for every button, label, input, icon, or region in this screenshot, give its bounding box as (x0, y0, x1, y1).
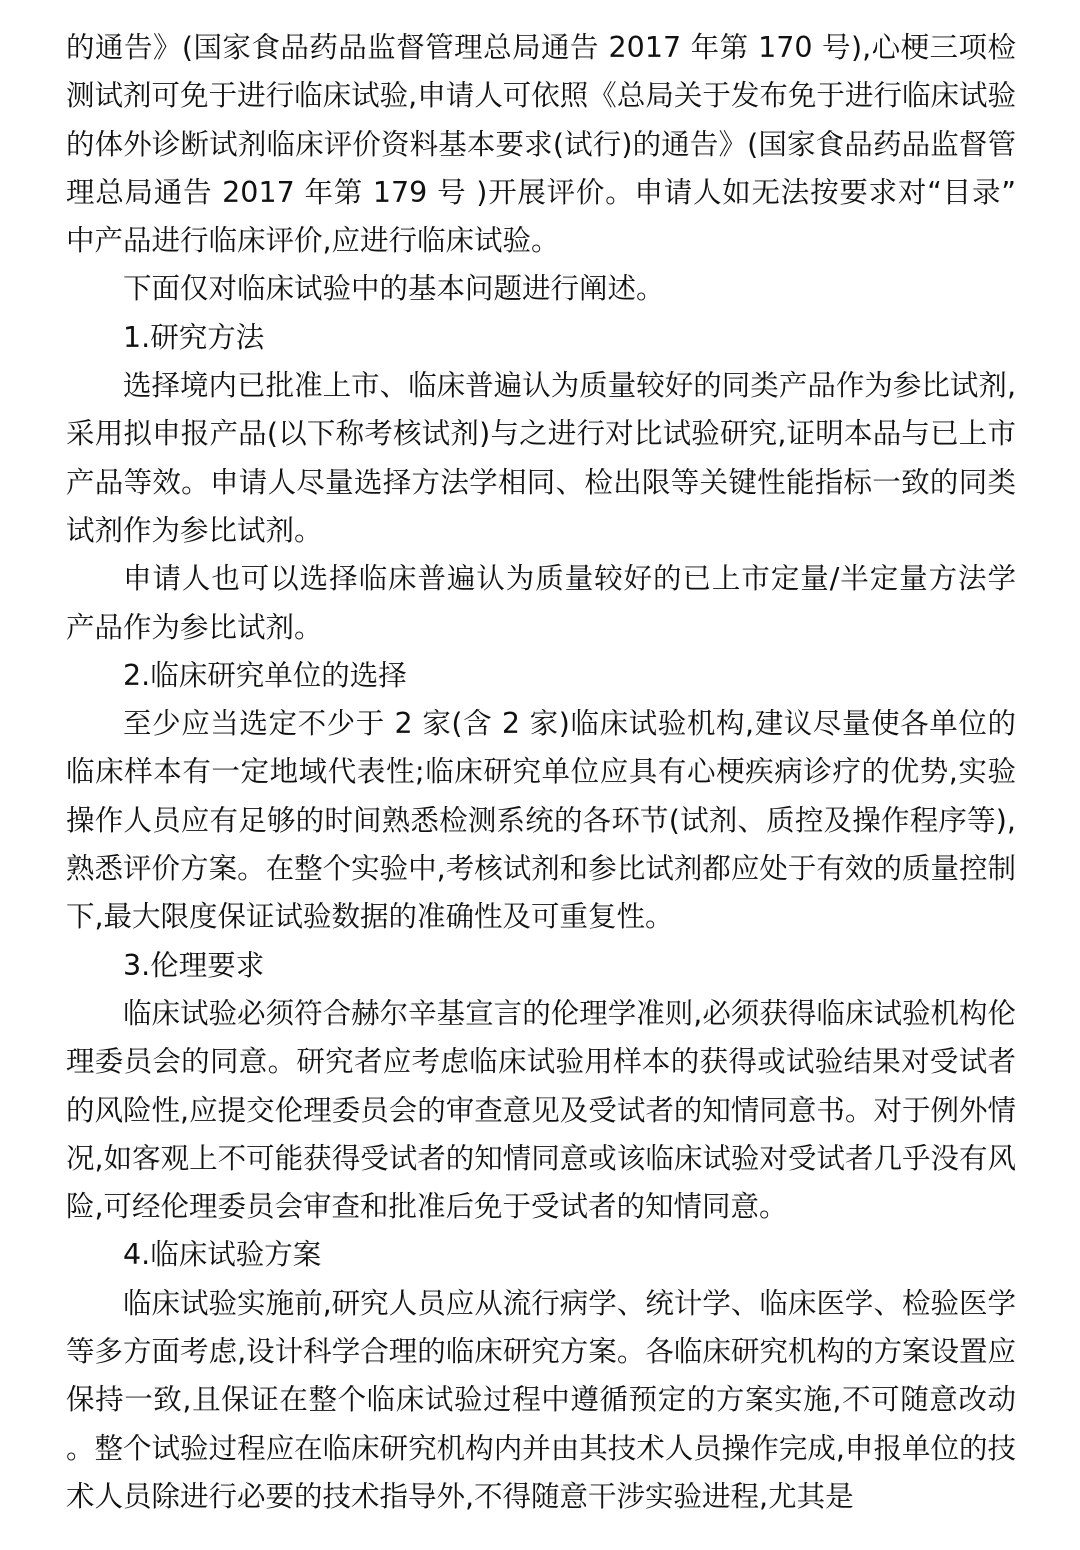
heading-clinical-sites: 2.临床研究单位的选择 (123, 658, 407, 692)
document-page (66, 0, 1016, 1550)
paragraph-clinical-sites: 至少应当选定不少于 2 家(含 2 家)临床试验机构,建议尽量使各单位的临床样本有一定地域代表性;临床研究单位应具有心梗疾病诊疗的优势,实验操作人员应有足够的时间熟悉检测系统的各环节(试剂、质控及操作程序等),熟悉评价方案。在整个实验中,考核试剂和参比试剂都应处于有效的质量控制下,最大限度保证试验数据的准确性及可重复性。 (66, 707, 1016, 934)
paragraph-intro-continuation: 的通告》(国家食品药品监督管理总局通告 2017 年第 170 号),心梗三项检测试剂可免于进行临床试验,申请人可依照《总局关于发布免于进行临床试验的体外诊断试剂临床评价资料基本要求(试行)的通告》(国家食品药品监督管理总局通告 2017 年第 179 号 )开展评价。申请人如无法按要求对“目录”中产品进行临床评价,应进行临床试验。 (66, 31, 1016, 258)
heading-trial-protocol: 4.临床试验方案 (123, 1238, 322, 1272)
paragraph-research-method: 选择境内已批准上市、临床普遍认为质量较好的同类产品作为参比试剂,采用拟申报产品(以下称考核试剂)与之进行对比试验研究,证明本品与已上市产品等效。申请人尽量选择方法学相同、检出限等关键性能指标一致的同类试剂作为参比试剂。 (66, 369, 1016, 547)
heading-research-method: 1.研究方法 (123, 320, 265, 354)
paragraph-trial-protocol: 临床试验实施前,研究人员应从流行病学、统计学、临床医学、检验医学等多方面考虑,设计科学合理的临床研究方案。各临床研究机构的方案设置应保持一致,且保证在整个临床试验过程中遵循预定的方案实施,不可随意改动。整个试验过程应在临床研究机构内并由其技术人员操作完成,申报单位的技术人员除进行必要的技术指导外,不得随意干涉实验进程,尤其是 (66, 1286, 1016, 1513)
paragraph-ethics: 临床试验必须符合赫尔辛基宣言的伦理学准则,必须获得临床试验机构伦理委员会的同意。研究者应考虑临床试验用样本的获得或试验结果对受试者的风险性,应提交伦理委员会的审查意见及受试者的知情同意书。对于例外情况,如客观上不可能获得受试者的知情同意或该临床试验对受试者几乎没有风险,可经伦理委员会审查和批准后免于受试者的知情同意。 (66, 996, 1016, 1224)
heading-ethics: 3.伦理要求 (123, 948, 265, 982)
paragraph-reference-reagent: 申请人也可以选择临床普遍认为质量较好的已上市定量/半定量方法学产品作为参比试剂。 (66, 562, 1016, 644)
paragraph-overview: 下面仅对临床试验中的基本问题进行阐述。 (123, 272, 665, 306)
